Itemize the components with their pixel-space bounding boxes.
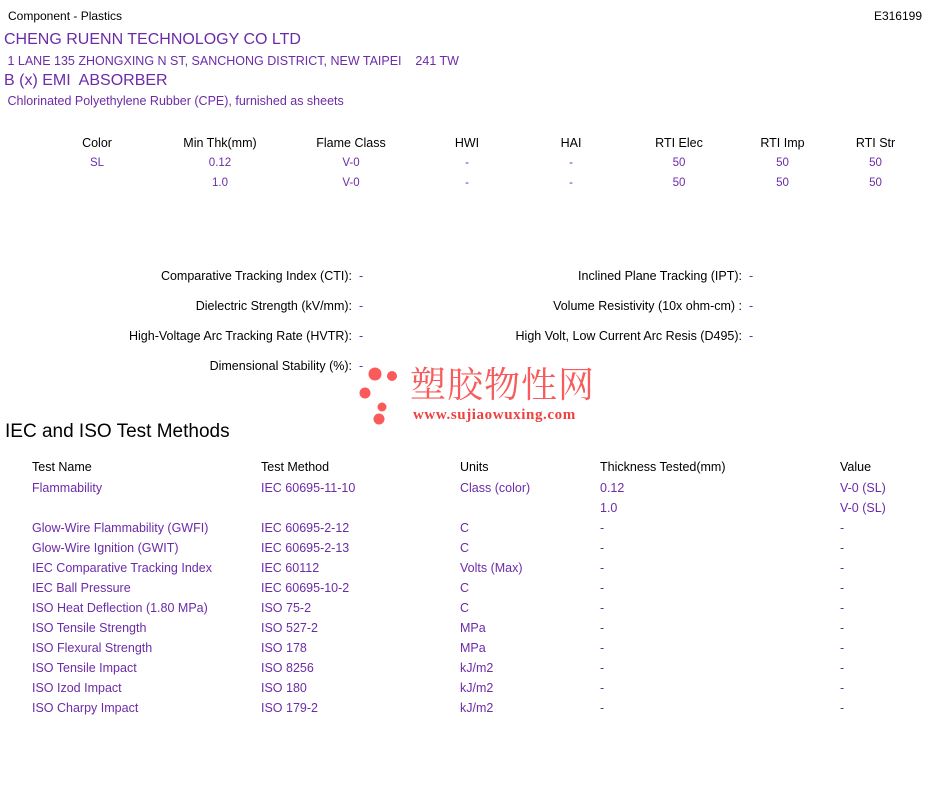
table-cell: 0.12 <box>208 157 232 169</box>
product-name: B (x) EMI ABSORBER <box>4 72 168 89</box>
table-cell: Min Thk(mm) <box>183 136 257 150</box>
table-cell: Units <box>460 460 489 474</box>
table-cell: V-0 <box>342 177 360 189</box>
table-cell: V-0 (SL) <box>840 501 886 515</box>
property-label: Inclined Plane Tracking (IPT): <box>578 269 742 283</box>
table-cell: - <box>840 661 845 675</box>
table-cell: ISO 179-2 <box>261 701 318 715</box>
table-cell: - <box>600 541 605 555</box>
table-cell <box>40 173 154 193</box>
table-cell: - <box>569 157 573 169</box>
property-value: - <box>359 269 364 283</box>
property-value: - <box>749 269 754 283</box>
property-label: High Volt, Low Current Arc Resis (D495): <box>515 329 742 343</box>
table-cell: Glow-Wire Flammability (GWFI) <box>32 521 209 535</box>
table-cell: - <box>465 157 469 169</box>
table-cell: Volts (Max) <box>460 561 523 575</box>
table-cell: - <box>569 177 573 189</box>
table-cell: kJ/m2 <box>460 701 494 715</box>
watermark-site-url: www.sujiaowuxing.com <box>413 407 576 423</box>
table-cell: Color <box>82 136 112 150</box>
property-label: Comparative Tracking Index (CTI): <box>160 269 352 283</box>
table-cell: 50 <box>869 177 882 189</box>
table-cell <box>32 498 261 518</box>
table-cell: IEC 60112 <box>261 561 320 575</box>
table-cell: C <box>460 521 470 535</box>
test-methods-table <box>32 457 920 718</box>
table-cell: 50 <box>776 157 789 169</box>
table-cell: - <box>840 581 845 595</box>
table-cell: - <box>840 521 845 535</box>
test-methods-header-row <box>32 457 920 477</box>
table-cell: Test Method <box>261 460 330 474</box>
table-cell: ISO 75-2 <box>261 601 312 615</box>
table-cell: RTI Str <box>855 136 896 150</box>
table-cell: kJ/m2 <box>460 661 494 675</box>
property-label: Volume Resistivity (10x ohm-cm) : <box>553 299 742 313</box>
component-type-label: Component - Plastics <box>8 9 123 23</box>
table-cell: ISO Charpy Impact <box>32 701 139 715</box>
table-cell: - <box>600 601 605 615</box>
table-cell: Flame Class <box>316 136 386 150</box>
table-cell: 50 <box>776 177 789 189</box>
table-cell: SL <box>89 157 105 169</box>
table-cell: IEC Comparative Tracking Index <box>32 561 212 575</box>
table-cell: - <box>465 177 469 189</box>
ratings-table <box>40 133 920 193</box>
table-cell: - <box>600 621 605 635</box>
table-cell: MPa <box>460 641 486 655</box>
table-cell: C <box>460 601 470 615</box>
table-cell: Test Name <box>32 460 92 474</box>
table-cell: V-0 (SL) <box>840 481 886 495</box>
table-cell: 1.0 <box>600 501 618 515</box>
table-cell: kJ/m2 <box>460 681 494 695</box>
table-cell: - <box>840 621 845 635</box>
table-cell: 1.0 <box>212 177 228 189</box>
table-cell <box>460 498 600 518</box>
ratings-table-body <box>40 153 920 193</box>
table-cell: ISO Heat Deflection (1.80 MPa) <box>32 601 208 615</box>
table-cell: IEC 60695-11-10 <box>261 481 356 495</box>
property-value: - <box>749 329 754 343</box>
table-cell: IEC 60695-2-12 <box>261 521 350 535</box>
table-cell: - <box>600 521 605 535</box>
table-cell: - <box>840 641 845 655</box>
table-cell: RTI Elec <box>655 136 703 150</box>
table-cell: - <box>840 541 845 555</box>
table-cell: - <box>600 581 605 595</box>
property-label: Dimensional Stability (%): <box>209 359 352 373</box>
property-value: - <box>359 299 364 313</box>
table-cell: Class (color) <box>460 481 531 495</box>
table-cell: IEC 60695-2-13 <box>261 541 350 555</box>
company-address: 1 LANE 135 ZHONGXING N ST, SANCHONG DISTRICT, NEW TAIPEI 241 TW <box>4 54 459 68</box>
table-cell: 50 <box>672 157 686 169</box>
watermark-site-name: 塑胶物性网 <box>410 364 596 405</box>
table-cell: ISO 180 <box>261 681 307 695</box>
property-label: High-Voltage Arc Tracking Rate (HVTR): <box>129 329 352 343</box>
table-cell: ISO Flexural Strength <box>32 641 153 655</box>
table-cell: 50 <box>869 157 882 169</box>
table-cell: ISO Tensile Strength <box>32 621 147 635</box>
table-cell: RTI Imp <box>760 136 805 150</box>
table-cell: 50 <box>672 177 686 189</box>
table-cell: HWI <box>454 136 480 150</box>
table-cell: 0.12 <box>600 481 625 495</box>
table-cell: Glow-Wire Ignition (GWIT) <box>32 541 179 555</box>
company-name: CHENG RUENN TECHNOLOGY CO LTD <box>4 31 301 48</box>
table-cell: ISO 527-2 <box>261 621 318 635</box>
section-title-iec-iso: IEC and ISO Test Methods <box>5 421 230 442</box>
table-cell: - <box>840 561 845 575</box>
table-cell <box>261 498 460 518</box>
ul-file-number: E316199 <box>873 9 922 23</box>
table-cell: - <box>600 661 605 675</box>
table-cell: IEC 60695-10-2 <box>261 581 350 595</box>
property-label: Dielectric Strength (kV/mm): <box>195 299 352 313</box>
table-cell: HAI <box>560 136 582 150</box>
table-cell: IEC Ball Pressure <box>32 581 131 595</box>
table-cell: - <box>600 561 605 575</box>
table-cell: ISO Tensile Impact <box>32 661 137 675</box>
table-cell: MPa <box>460 621 486 635</box>
table-cell: ISO 178 <box>261 641 307 655</box>
table-cell: - <box>600 681 605 695</box>
logo-dots-icon <box>353 362 403 430</box>
table-cell: Thickness Tested(mm) <box>600 460 726 474</box>
table-cell: ISO 8256 <box>261 661 314 675</box>
ratings-table-header-row <box>40 133 920 153</box>
table-cell: - <box>840 601 845 615</box>
table-cell: - <box>840 701 845 715</box>
property-value: - <box>359 359 364 373</box>
table-cell: C <box>460 581 470 595</box>
material-description: Chlorinated Polyethylene Rubber (CPE), furnished as sheets <box>4 94 344 108</box>
table-cell: - <box>840 681 845 695</box>
table-cell: C <box>460 541 470 555</box>
table-cell: ISO Izod Impact <box>32 681 122 695</box>
table-cell: Value <box>840 460 872 474</box>
table-cell: - <box>600 701 605 715</box>
table-cell: - <box>600 641 605 655</box>
test-methods-body <box>32 478 920 718</box>
table-cell: Flammability <box>32 481 103 495</box>
property-value: - <box>359 329 364 343</box>
property-value: - <box>749 299 754 313</box>
table-cell: V-0 <box>342 157 360 169</box>
